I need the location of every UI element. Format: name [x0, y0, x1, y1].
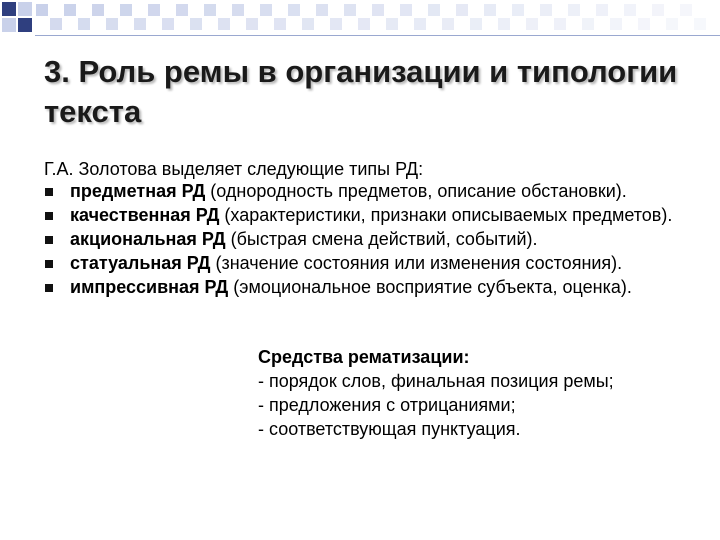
- list-item: [44, 206, 710, 224]
- decorative-square: [526, 18, 538, 30]
- decorative-square: [386, 18, 398, 30]
- decorative-square: [358, 18, 370, 30]
- decorative-square: [232, 4, 244, 16]
- list-item: [44, 182, 710, 200]
- means-heading: Средства рематизации:: [258, 347, 470, 367]
- decorative-square: [246, 18, 258, 30]
- decorative-square: [680, 4, 692, 16]
- type-term: качественная РД: [70, 205, 220, 225]
- list-item: [44, 278, 710, 296]
- list-item: [44, 230, 710, 248]
- type-description: (значение состояния или изменения состояния).: [210, 253, 623, 273]
- decorative-square: [134, 18, 146, 30]
- means-item: - предложения с отрицаниями;: [258, 395, 516, 415]
- decorative-square: [456, 4, 468, 16]
- decorative-square: [260, 4, 272, 16]
- list-item: [44, 254, 710, 272]
- square-bullet-icon: [45, 284, 53, 292]
- decorative-square: [316, 4, 328, 16]
- decorative-square: [414, 18, 426, 30]
- type-description: (быстрая смена действий, событий).: [225, 229, 538, 249]
- decorative-square: [372, 4, 384, 16]
- square-bullet-icon: [45, 188, 53, 196]
- decorative-square: [162, 18, 174, 30]
- decorative-square: [78, 18, 90, 30]
- decorative-square: [428, 4, 440, 16]
- decorative-square: [582, 18, 594, 30]
- decorative-square: [554, 18, 566, 30]
- type-description: (эмоциональное восприятие субъекта, оценка).: [228, 277, 632, 297]
- decorative-square: [568, 4, 580, 16]
- decorative-square: [442, 18, 454, 30]
- decorative-square: [484, 4, 496, 16]
- decorative-square: [148, 4, 160, 16]
- decorative-square: [400, 4, 412, 16]
- type-description: (характеристики, признаки описываемых предметов).: [219, 205, 673, 225]
- decorative-square: [64, 4, 76, 16]
- decorative-square: [624, 4, 636, 16]
- decorative-square: [92, 4, 104, 16]
- means-item: - порядок слов, финальная позиция ремы;: [258, 371, 614, 391]
- decorative-square: [470, 18, 482, 30]
- decorative-square: [652, 4, 664, 16]
- decorative-square: [274, 18, 286, 30]
- type-term: статуальная РД: [70, 253, 211, 273]
- type-description: (однородность предметов, описание обстановки).: [205, 181, 627, 201]
- decorative-square: [330, 18, 342, 30]
- decorative-square: [638, 18, 650, 30]
- decorative-square: [18, 18, 32, 32]
- decorative-square: [2, 18, 16, 32]
- decorative-square: [36, 4, 48, 16]
- decorative-square: [190, 18, 202, 30]
- rhematization-means: [258, 345, 614, 441]
- decorative-square: [512, 4, 524, 16]
- decorative-square: [204, 4, 216, 16]
- means-item: - соответствующая пунктуация.: [258, 419, 521, 439]
- decorative-square: [344, 4, 356, 16]
- type-term: предметная РД: [70, 181, 206, 201]
- type-term: импрессивная РД: [70, 277, 229, 297]
- decorative-square: [666, 18, 678, 30]
- slide-title: 3. Роль ремы в организации и типологии текста: [44, 54, 678, 129]
- decorative-square: [610, 18, 622, 30]
- decorative-square: [498, 18, 510, 30]
- decorative-square: [176, 4, 188, 16]
- decorative-square: [18, 2, 32, 16]
- decorative-square: [694, 18, 706, 30]
- intro-text: Г.А. Золотова выделяет следующие типы РД:: [44, 159, 424, 179]
- decorative-square: [2, 2, 16, 16]
- decorative-square: [50, 18, 62, 30]
- decorative-square: [596, 4, 608, 16]
- decorative-square: [302, 18, 314, 30]
- rd-types-list: [44, 182, 710, 302]
- square-bullet-icon: [45, 212, 53, 220]
- decorative-square: [120, 4, 132, 16]
- decorative-rule: [35, 35, 720, 36]
- type-term: акциональная РД: [70, 229, 226, 249]
- decorative-square: [540, 4, 552, 16]
- square-bullet-icon: [45, 236, 53, 244]
- square-bullet-icon: [45, 260, 53, 268]
- decorative-checker-strip: [0, 0, 720, 40]
- decorative-square: [218, 18, 230, 30]
- decorative-square: [288, 4, 300, 16]
- decorative-square: [106, 18, 118, 30]
